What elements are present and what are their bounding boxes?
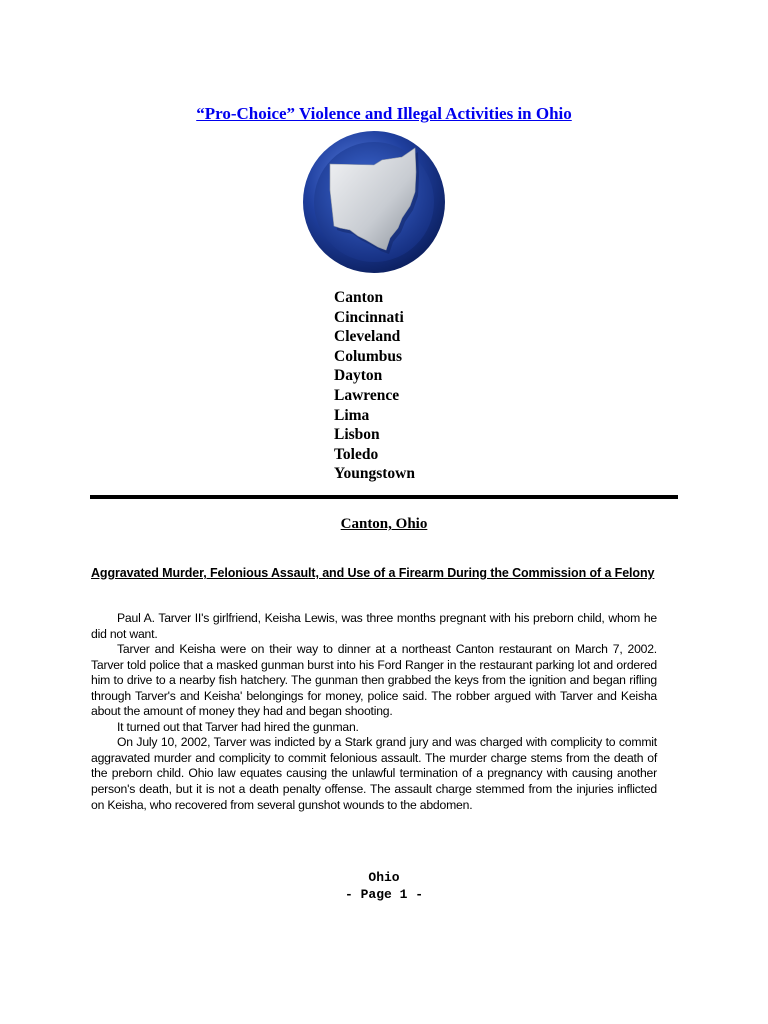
body-paragraph: On July 10, 2002, Tarver was indicted by a Stark grand jury and was charged with complicity to commit aggravated murder and complicity to commit felonious assault. The murder charge stems from the death of the preborn child. Ohio law equates causing the unlawful termination of a pregnancy with causing another person's death, but it is not a death penalty offense. The assault charge stemmed from the injuries inflicted on Keisha, who recovered from several gunshot wounds to the abdomen. [91, 735, 657, 812]
city-list-item [334, 308, 415, 328]
city-list-item [334, 347, 415, 367]
city-list-item [334, 288, 415, 308]
city-link-lisbon[interactable]: Lisbon [334, 426, 380, 444]
city-link-canton[interactable]: Canton [334, 289, 384, 306]
city-list-item [334, 406, 415, 426]
body-paragraph: Paul A. Tarver II's girlfriend, Keisha Lewis, was three months pregnant with his preborn child, whom he did not want. [91, 611, 657, 641]
page-footer [0, 869, 768, 903]
footer-page-number: - Page 1 - [344, 887, 423, 902]
city-link-lawrence[interactable]: Lawrence [334, 386, 400, 404]
city-link-youngstown[interactable]: Youngstown [334, 465, 415, 483]
city-link-cincinnati[interactable]: Cincinnati [334, 308, 404, 326]
city-link-lima[interactable]: Lima [334, 406, 370, 424]
city-list-item [334, 445, 415, 465]
city-list-item [334, 425, 415, 445]
document-title-link[interactable]: “Pro-Choice” Violence and Illegal Activities in Ohio [196, 104, 572, 123]
document-title [0, 90, 768, 127]
city-list-item [334, 386, 415, 406]
city-list-item [334, 464, 415, 484]
section-heading-canton: Canton, Ohio [340, 516, 428, 532]
city-list-item [334, 327, 415, 347]
section-divider [90, 495, 678, 499]
city-link-columbus[interactable]: Columbus [334, 347, 403, 365]
city-list-item [334, 366, 415, 386]
city-list [334, 288, 415, 484]
city-link-dayton[interactable]: Dayton [334, 367, 383, 385]
body-paragraph: It turned out that Tarver had hired the gunman. [117, 719, 359, 734]
case-heading: Aggravated Murder, Felonious Assault, and Use of a Firearm During the Commission of a Felony [91, 566, 655, 580]
body-paragraph: Tarver and Keisha were on their way to dinner at a northeast Canton restaurant on March 7, 2002. Tarver told police that a masked gunman burst into his Ford Ranger in the restaurant parking lot and ordered him to drive to a nearby fish hatchery. The gunman then grabbed the keys from the ignition and began rifling through Tarver's and Keisha' belongings for money, police said. The robber argued with Tarver and Keisha about the amount of money they had and began shooting. [91, 642, 657, 719]
case-body [91, 611, 657, 813]
footer-state: Ohio [368, 870, 400, 885]
city-link-toledo[interactable]: Toledo [334, 445, 379, 463]
city-link-cleveland[interactable]: Cleveland [334, 328, 401, 346]
ohio-state-map-icon [302, 130, 446, 274]
